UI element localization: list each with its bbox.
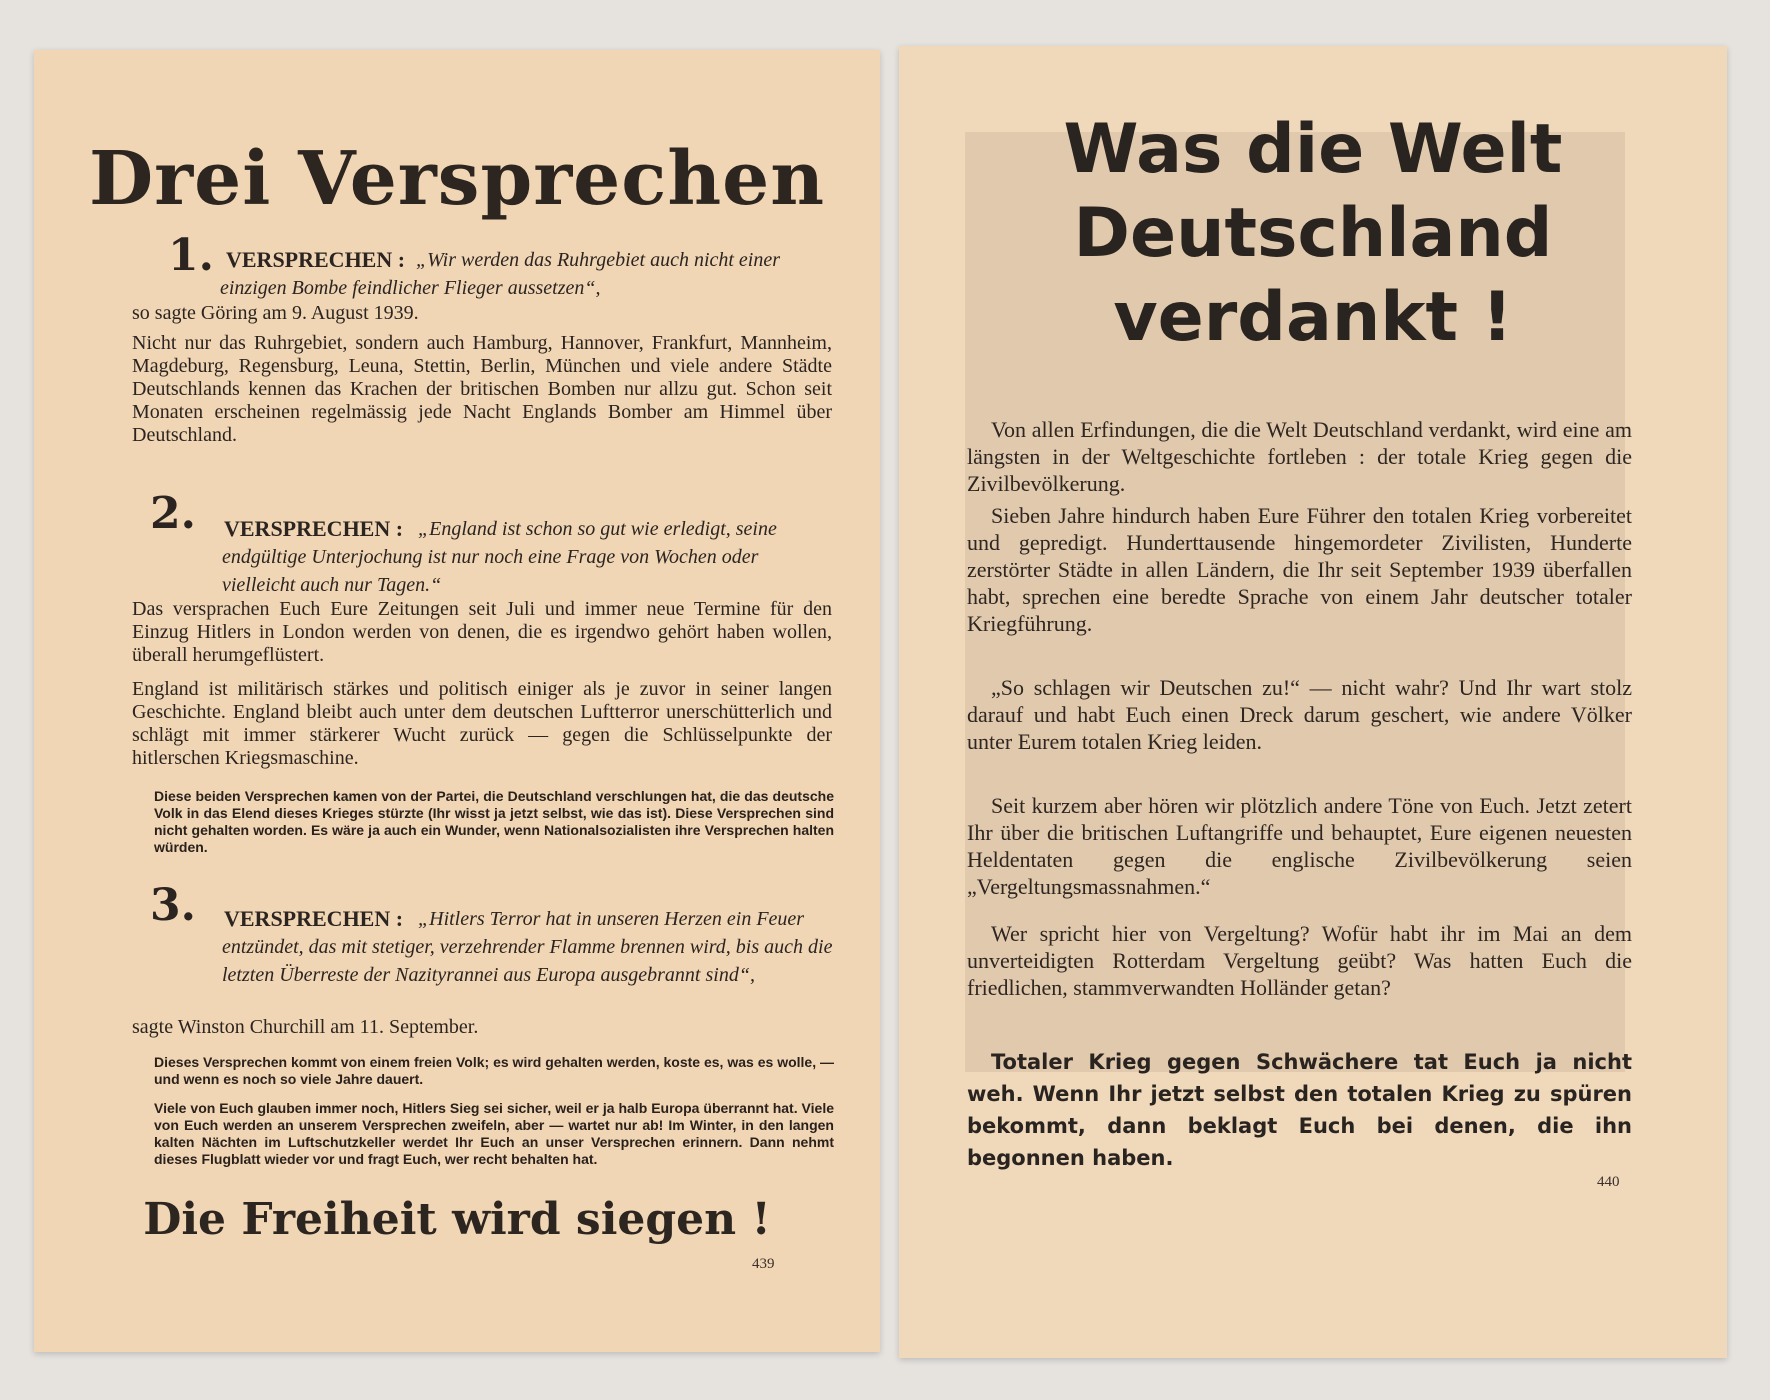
promise-1-attribution: so sagte Göring am 9. August 1939. bbox=[132, 302, 419, 324]
paragraph-1: Von allen Erfindungen, die die Welt Deutschland verdankt, wird eine am längsten in der Weltgeschichte fortleben : der totale Krieg gegen die Zivilbevölkerung. bbox=[967, 417, 1632, 496]
promise-2-heading: VERSPRECHEN : bbox=[224, 516, 404, 541]
promise-2-body-1: Das versprachen Euch Eure Zeitungen seit Juli und immer neue Termine für den Einzug Hitlers in London werden von denen, die es irgendwo gehört haben wollen, überall herumgeflüstert. bbox=[132, 598, 832, 666]
promise-3-attribution: sagte Winston Churchill am 11. September. bbox=[132, 1016, 479, 1038]
leaflet-title bbox=[899, 108, 1727, 360]
promise-1-number: 1. bbox=[168, 230, 214, 281]
promise-3-number: 3. bbox=[150, 880, 196, 931]
title-line-2: Deutschland bbox=[1073, 194, 1553, 273]
promise-1-body: Nicht nur das Ruhrgebiet, sondern auch Hamburg, Hannover, Frankfurt, Mannheim, Magdeburg, Regensburg, Leuna, Stettin, Berlin, München und viele andere Städte Deutschlands kennen das Krachen der britischen Bomben nur allzu gut. Schon seit Monaten erscheinen regelmässig jede Nacht Englands Bomber am Himmel über Deutschland. bbox=[132, 332, 832, 446]
promise-3-note-1: Dieses Versprechen kommt von einem freien Volk; es wird gehalten werden, koste es, was es wolle, — und wenn es noch so viele Jahre dauert. bbox=[154, 1054, 834, 1087]
promise-2-body-2: England ist militärisch stärkes und politisch einiger als je zuvor in seiner langen Geschichte. England bleibt auch unter dem deutschen Luftterror unerschütterlich und schlägt mit immer stärkerer Wucht zurück — gegen die Schlüsselpunkte der hitlerschen Kriegsmaschine. bbox=[132, 678, 832, 769]
promise-2-note: Diese beiden Versprechen kamen von der Partei, die Deutschland verschlungen hat, die das deutsche Volk in das Elend dieses Krieges stürzte (Ihr wisst ja jetzt selbst, wie das ist). Diese Versprechen sind nicht gehalten worden. Es wäre ja auch ein Wunder, wenn Nationalsozialisten ihre Versprechen halten würden. bbox=[154, 788, 834, 855]
leaflet-drei-versprechen bbox=[34, 50, 880, 1352]
closing-statement: Totaler Krieg gegen Schwächere tat Euch ja nicht weh. Wenn Ihr jetzt selbst den totalen Krieg zu spüren bekommt, dann beklagt Euch bei denen, die ihn begonnen haben. bbox=[967, 1050, 1632, 1170]
title-line-1: Was die Welt bbox=[1063, 110, 1563, 189]
promise-1-heading: VERSPRECHEN : bbox=[226, 247, 406, 272]
promise-1-quote: „Wir werden das Ruhrgebiet auch nicht einer einzigen Bombe feindlicher Flieger aussetzen“, bbox=[220, 249, 781, 299]
promise-3-note-2: Viele von Euch glauben immer noch, Hitlers Sieg sei sicher, weil er ja halb Europa überrannt hat. Viele von Euch werden an unserem Versprechen zweifeln, aber — wartet nur ab! Im Winter, in den langen kalten Nächten im Luftschutzkeller werdet Ihr Euch an unser Versprechen erinnern. Dann nehmt dieses Flugblatt wieder vor und fragt Euch, wer recht behalten hat. bbox=[154, 1100, 834, 1167]
page-number: 439 bbox=[752, 1256, 775, 1272]
leaflet-title: Drei Versprechen bbox=[88, 136, 826, 222]
paragraph-4: Seit kurzem aber hören wir plötzlich andere Töne von Euch. Jetzt zetert Ihr über die britischen Luftangriffe und behauptet, Eure eigenen neuesten Heldentaten gegen die englische Zivilbevölkerung seien „Vergeltungsmassnahmen.“ bbox=[967, 793, 1632, 899]
promise-3-heading: VERSPRECHEN : bbox=[224, 906, 404, 931]
page-number: 440 bbox=[1597, 1174, 1620, 1190]
paragraph-2: Sieben Jahre hindurch haben Eure Führer den totalen Krieg vorbereitet und gepredigt. Hunderttausende hingemordeter Zivilisten, Hunderte zerstörter Städte in allen Ländern, die Ihr seit September 1939 überfallen habt, sprechen eine beredte Sprache von einem Jahr deutscher totaler Kriegführung. bbox=[967, 503, 1632, 636]
promise-3-quote: „Hitlers Terror hat in unseren Herzen ein Feuer entzündet, das mit stetiger, verzehrender Flamme brennen wird, bis auch die letzten Überreste der Nazityrannei aus Europa ausgebrannt sind“, bbox=[222, 908, 833, 986]
paragraph-3: „So schlagen wir Deutschen zu!“ — nicht wahr? Und Ihr wart stolz darauf und habt Euch einen Dreck darum geschert, wie andere Völker unter Eurem totalen Krieg leiden. bbox=[967, 675, 1632, 754]
promise-2-quote: „England ist schon so gut wie erledigt, seine endgültige Unterjochung ist nur noch eine Frage von Wochen oder vielleicht auch nur Tagen.“ bbox=[222, 518, 777, 596]
leaflet-was-die-welt bbox=[899, 46, 1727, 1358]
title-line-3: verdankt ! bbox=[1113, 278, 1513, 357]
promise-2-number: 2. bbox=[150, 488, 196, 539]
leaflet-slogan: Die Freiheit wird siegen ! bbox=[143, 1194, 771, 1245]
paragraph-5: Wer spricht hier von Vergeltung? Wofür habt ihr im Mai an dem unverteidigten Rotterdam Vergeltung geübt? Was hatten Euch die friedlichen, stammverwandten Holländer getan? bbox=[967, 921, 1632, 1000]
